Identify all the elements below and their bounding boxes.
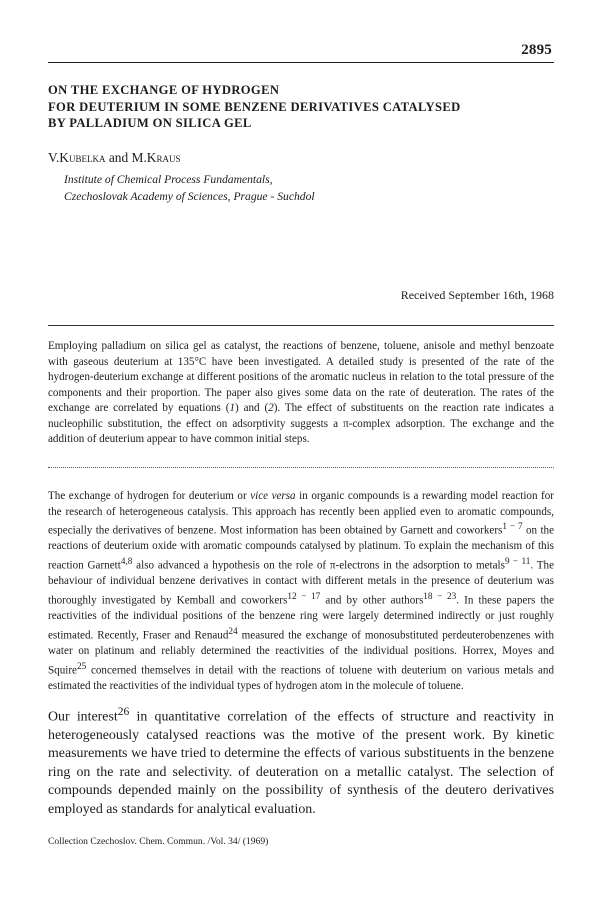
title-line: BY PALLADIUM ON SILICA GEL	[48, 116, 252, 130]
abstract-text: Employing palladium on silica gel as catalyst, the reactions of benzene, toluene, anisole and methyl benzoate with gaseous deuterium at 135°C have been investigated. A detailed study is presented of the rate of the hydrogen-deuterium exchange at different positions of the aromatic nucleus in relation to the total pressure of the components and their proportion. The paper also gives some data on the rate of deuteration. The rates of the exchange are correlated by equations (	[48, 340, 554, 415]
body-text: and by other authors	[320, 594, 424, 607]
abstract	[48, 339, 554, 448]
abstract-top-rule	[48, 325, 554, 326]
italic-phrase: vice versa	[250, 490, 296, 502]
introduction-paragraph	[48, 489, 554, 695]
affiliation	[64, 171, 315, 205]
header-rule	[48, 62, 554, 63]
body-text: measured the exchange of monosubstituted perdeuterobenzenes with water on platinum and reliably determined the reactivities of the individual positions. Horrex, Moyes and Squire	[48, 629, 554, 677]
body-text: . The behaviour of individual benzene derivatives in contact with different metals in the presence of deuterium was thoroughly investigated by Kemball and coworkers	[48, 559, 555, 607]
reference-superscript: 18 − 23	[423, 591, 457, 602]
abstract-text: ) and (	[235, 402, 269, 415]
body-text: on the reactions of deuterium oxide with aromatic compounds catalysed by platinum. To explain the mechanism of this reaction Garnett	[48, 524, 554, 572]
affiliation-line: Czechoslovak Academy of Sciences, Prague - Suchdol	[64, 190, 315, 203]
body-text: Our interest	[48, 709, 118, 725]
reference-superscript: 1 − 7	[502, 522, 523, 533]
motivation-paragraph	[48, 703, 554, 819]
reference-superscript: 12 − 17	[287, 591, 321, 602]
received-date: Received September 16th, 1968	[400, 288, 554, 302]
body-text: . In these papers the reactivities of the individual positions of the benzene ring were largely determined indirectly or just roughly estimated. Recently, Fraser and Renaud	[48, 594, 554, 642]
abstract-text: ). The effect of substituents on the reaction rate indicates a nucleophilic substitution, the effect on adsorptivity suggests a π-complex adsorption. The exchange and the addition of deuterium appear to have common initial steps.	[48, 402, 554, 446]
reference-superscript: 26	[117, 705, 130, 718]
author-initial: M.	[131, 150, 147, 165]
equation-ref: 2	[268, 402, 274, 415]
body-text: in quantitative correlation of the effects of structure and reactivity in heterogeneously catalysed reactions was the motive of the present work. By kinetic measurements we have tried to determine the effects of various substituents in the benzene ring on the rate and selectivity. of deuteration on a metallic catalyst. The selection of compounds depended mainly on the possibility of synthesis of the deutero derivatives employed as standards for analytical evaluation.	[48, 709, 554, 817]
reference-superscript: 25	[76, 661, 87, 672]
abstract-bottom-rule	[48, 467, 554, 468]
title-line: ON THE EXCHANGE OF HYDROGEN	[48, 83, 280, 97]
equation-ref: 1	[229, 402, 235, 415]
reference-superscript: 9 − 11	[504, 557, 531, 568]
author-conjunction: and	[108, 150, 129, 165]
title-line: FOR DEUTERIUM IN SOME BENZENE DERIVATIVES CATALYSED	[48, 99, 461, 114]
affiliation-line: Institute of Chemical Process Fundamentals,	[64, 173, 273, 186]
author-line	[48, 150, 180, 166]
article-title	[48, 82, 558, 132]
body-text: The exchange of hydrogen for deuterium or	[48, 490, 251, 502]
author-name: Kraus	[146, 150, 181, 165]
body-text: in organic compounds is a rewarding model reaction for the research of heterogeneous catalysis. This approach has recently been applied even to aromatic compounds, especially the derivatives of benzene. Most information has been obtained by Garnett and coworkers	[48, 490, 554, 537]
body-text: concerned themselves in detail with the reactions of toluene with deuterium on various metals and estimated the reactivities of the individual types of hydrogen atom in the molecule of toluene.	[48, 664, 554, 692]
author-name: Kubelka	[59, 150, 106, 165]
page-number: 2895	[521, 42, 552, 58]
reference-superscript: 4,8	[120, 557, 133, 568]
author-initial: V.	[48, 150, 60, 165]
journal-footer: Collection Czechoslov. Chem. Commun. /Vol. 34/ (1969)	[48, 836, 269, 847]
reference-superscript: 24	[228, 626, 238, 637]
body-text: also advanced a hypothesis on the role of π-electrons in the adsorption to metals	[132, 559, 505, 572]
